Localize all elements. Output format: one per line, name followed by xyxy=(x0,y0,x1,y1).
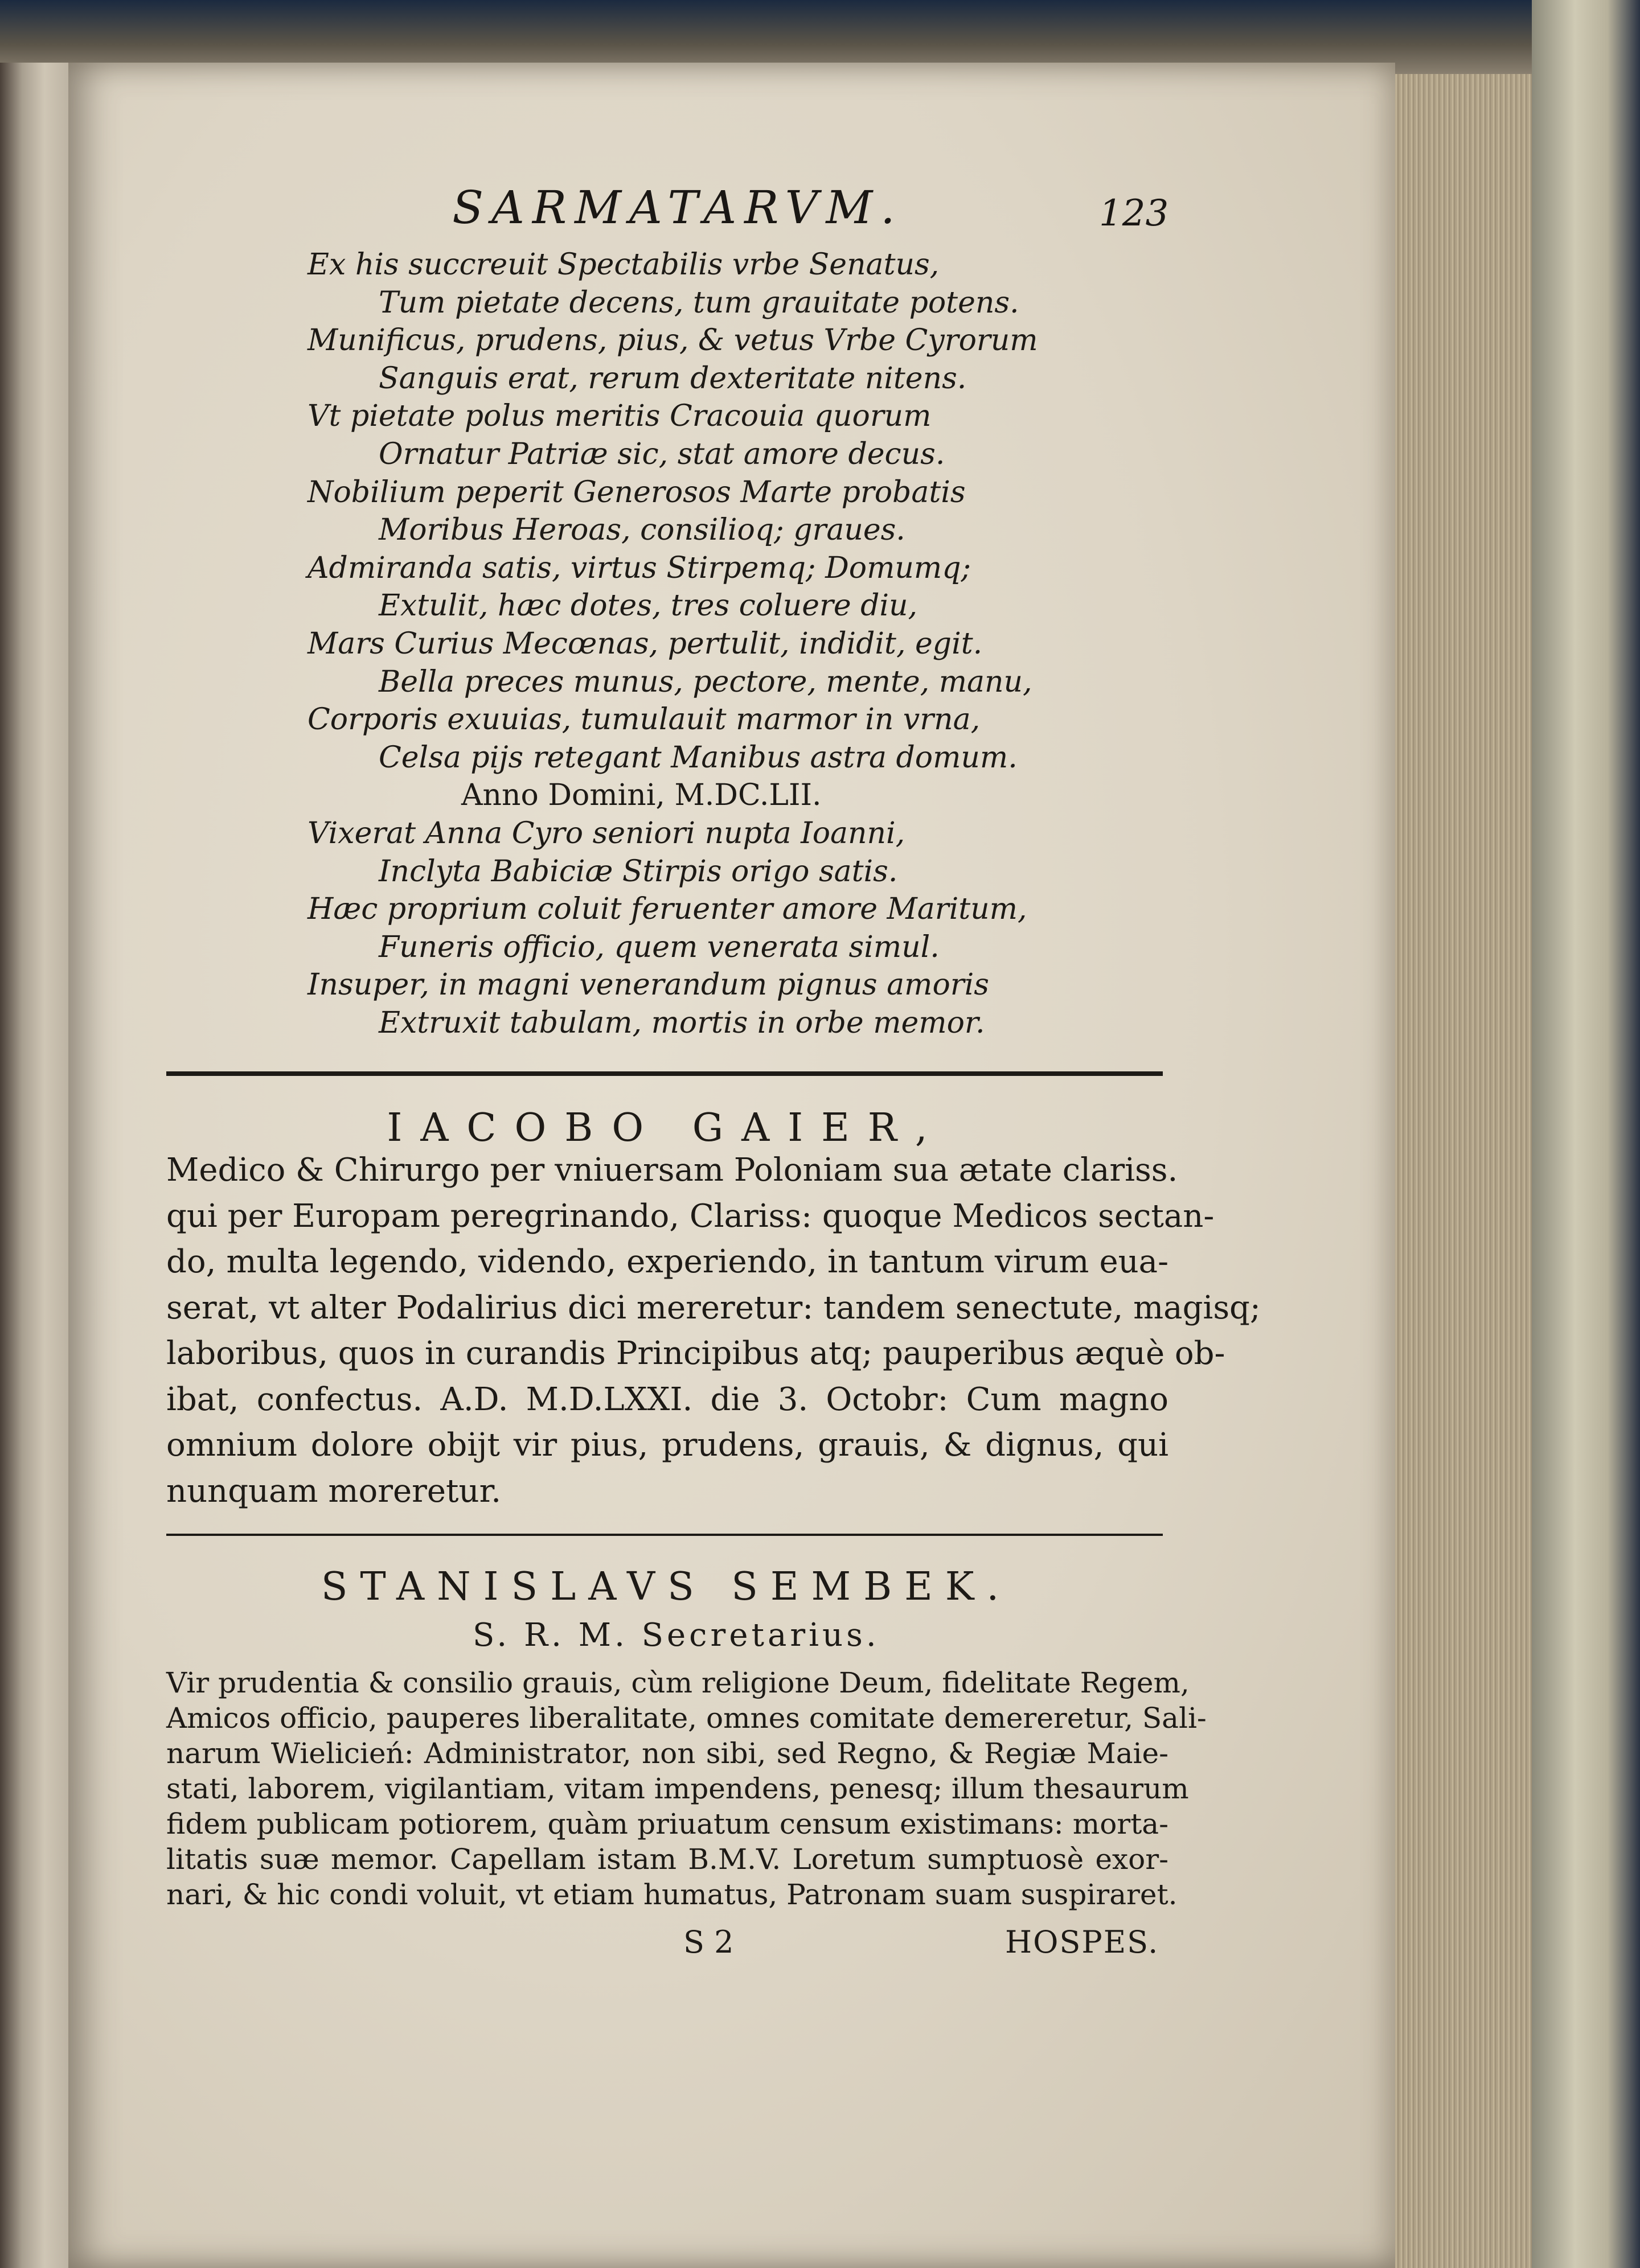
epitaph-verse xyxy=(308,246,1276,1042)
verse-line: Extruxit tabulam, mortis in orbe memor. xyxy=(379,1005,985,1040)
verse-line: Ornatur Patriæ sic, stat amore decus. xyxy=(379,437,945,471)
divider-rule-2 xyxy=(166,1534,1163,1536)
verse-line: Vt pietate polus meritis Cracouia quorum xyxy=(308,399,932,434)
text-line: laboribus, quos in curandis Principibus atq; pauperibus æquè ob- xyxy=(166,1335,1225,1372)
section-subtitle-sembek: S. R. M. Secretarius. xyxy=(473,1617,880,1654)
paragraph-sembek xyxy=(166,1665,1207,1912)
verse-line: Nobilium peperit Generosos Marte probatis xyxy=(308,475,966,510)
verse-line: Moribus Heroas, consilioq; graues. xyxy=(379,513,905,548)
verse-line: Celsa pijs retegant Manibus astra domum. xyxy=(379,740,1018,775)
verse-line: Admiranda satis, virtus Stirpemq; Domumq; xyxy=(308,550,971,585)
divider-rule-1 xyxy=(166,1071,1163,1076)
epitaph-date: Anno Domini, M.DC.LII. xyxy=(461,778,822,813)
text-line: omnium dolore obijt vir pius, prudens, grauis, & dignus, qui xyxy=(166,1427,1168,1464)
section-title-gaier: IACOBO GAIER, xyxy=(387,1106,946,1151)
text-line: qui per Europam peregrinando, Clariss: quoque Medicos sectan- xyxy=(166,1197,1215,1235)
text-line: Vir prudentia & consilio grauis, cùm religione Deum, fidelitate Regem, xyxy=(166,1666,1190,1699)
verse-line: Insuper, in magni venerandum pignus amoris xyxy=(308,968,989,1002)
page-number: 123 xyxy=(1099,192,1169,235)
verse-line: Ex his succreuit Spectabilis vrbe Senatus, xyxy=(308,248,940,282)
text-line: nari, & hic condi voluit, vt etiam humatus, Patronam suam suspiraret. xyxy=(166,1878,1178,1911)
verse-line: Inclyta Babiciæ Stirpis origo satis. xyxy=(379,854,898,889)
verse-line: Corporis exuuias, tumulauit marmor in vrna, xyxy=(308,702,981,737)
verse-line: Munificus, prudens, pius, & vetus Vrbe Cyrorum xyxy=(308,323,1038,358)
text-line: Amicos officio, pauperes liberalitate, omnes comitate demereretur, Sali- xyxy=(166,1702,1207,1735)
text-line: narum Wielicień: Administrator, non sibi, sed Regno, & Regiæ Maie- xyxy=(166,1737,1168,1770)
verse-line: Vixerat Anna Cyro seniori nupta Ioanni, xyxy=(308,816,905,850)
text-line: stati, laborem, vigilantiam, vitam impendens, penesq; illum thesaurum xyxy=(166,1772,1189,1805)
verse-line: Tum pietate decens, tum grauitate potens. xyxy=(379,285,1019,320)
paragraph-gaier xyxy=(166,1148,1261,1514)
page-fore-edge xyxy=(1389,74,1532,2268)
text-line: ibat, confectus. A.D. M.D.LXXI. die 3. Octobr: Cum magno xyxy=(166,1380,1168,1418)
verse-line: Bella preces munus, pectore, mente, manu, xyxy=(379,664,1032,699)
text-line: nunquam moreretur. xyxy=(166,1472,502,1510)
catchword: HOSPES. xyxy=(1005,1924,1159,1960)
verse-line: Funeris officio, quem venerata simul. xyxy=(379,930,940,964)
verse-line: Extulit, hæc dotes, tres coluere diu, xyxy=(379,589,918,623)
text-line: litatis suæ memor. Capellam istam B.M.V. Loretum sumptuosè exor- xyxy=(166,1843,1168,1876)
text-line: do, multa legendo, videndo, experiendo, in tantum virum eua- xyxy=(166,1243,1168,1280)
section-title-sembek: STANISLAVS SEMBEK. xyxy=(321,1564,1012,1609)
left-page-edge xyxy=(0,63,74,2268)
verse-line: Sanguis erat, rerum dexteritate nitens. xyxy=(379,361,967,396)
running-title: SARMATARVM. xyxy=(452,181,903,234)
verse-line: Hæc proprium coluit feruenter amore Maritum, xyxy=(308,892,1027,927)
signature-mark: S 2 xyxy=(683,1924,734,1960)
text-line: Medico & Chirurgo per vniuersam Poloniam sua ætate clariss. xyxy=(166,1152,1178,1189)
book-cover-edge xyxy=(1532,0,1640,2268)
verse-line: Mars Curius Mecœnas, pertulit, indidit, egit. xyxy=(308,626,983,661)
text-line: fidem publicam potiorem, quàm priuatum censum existimans: morta- xyxy=(166,1807,1168,1840)
text-line: serat, vt alter Podalirius dici mereretur: tandem senectute, magisq; xyxy=(166,1289,1261,1326)
